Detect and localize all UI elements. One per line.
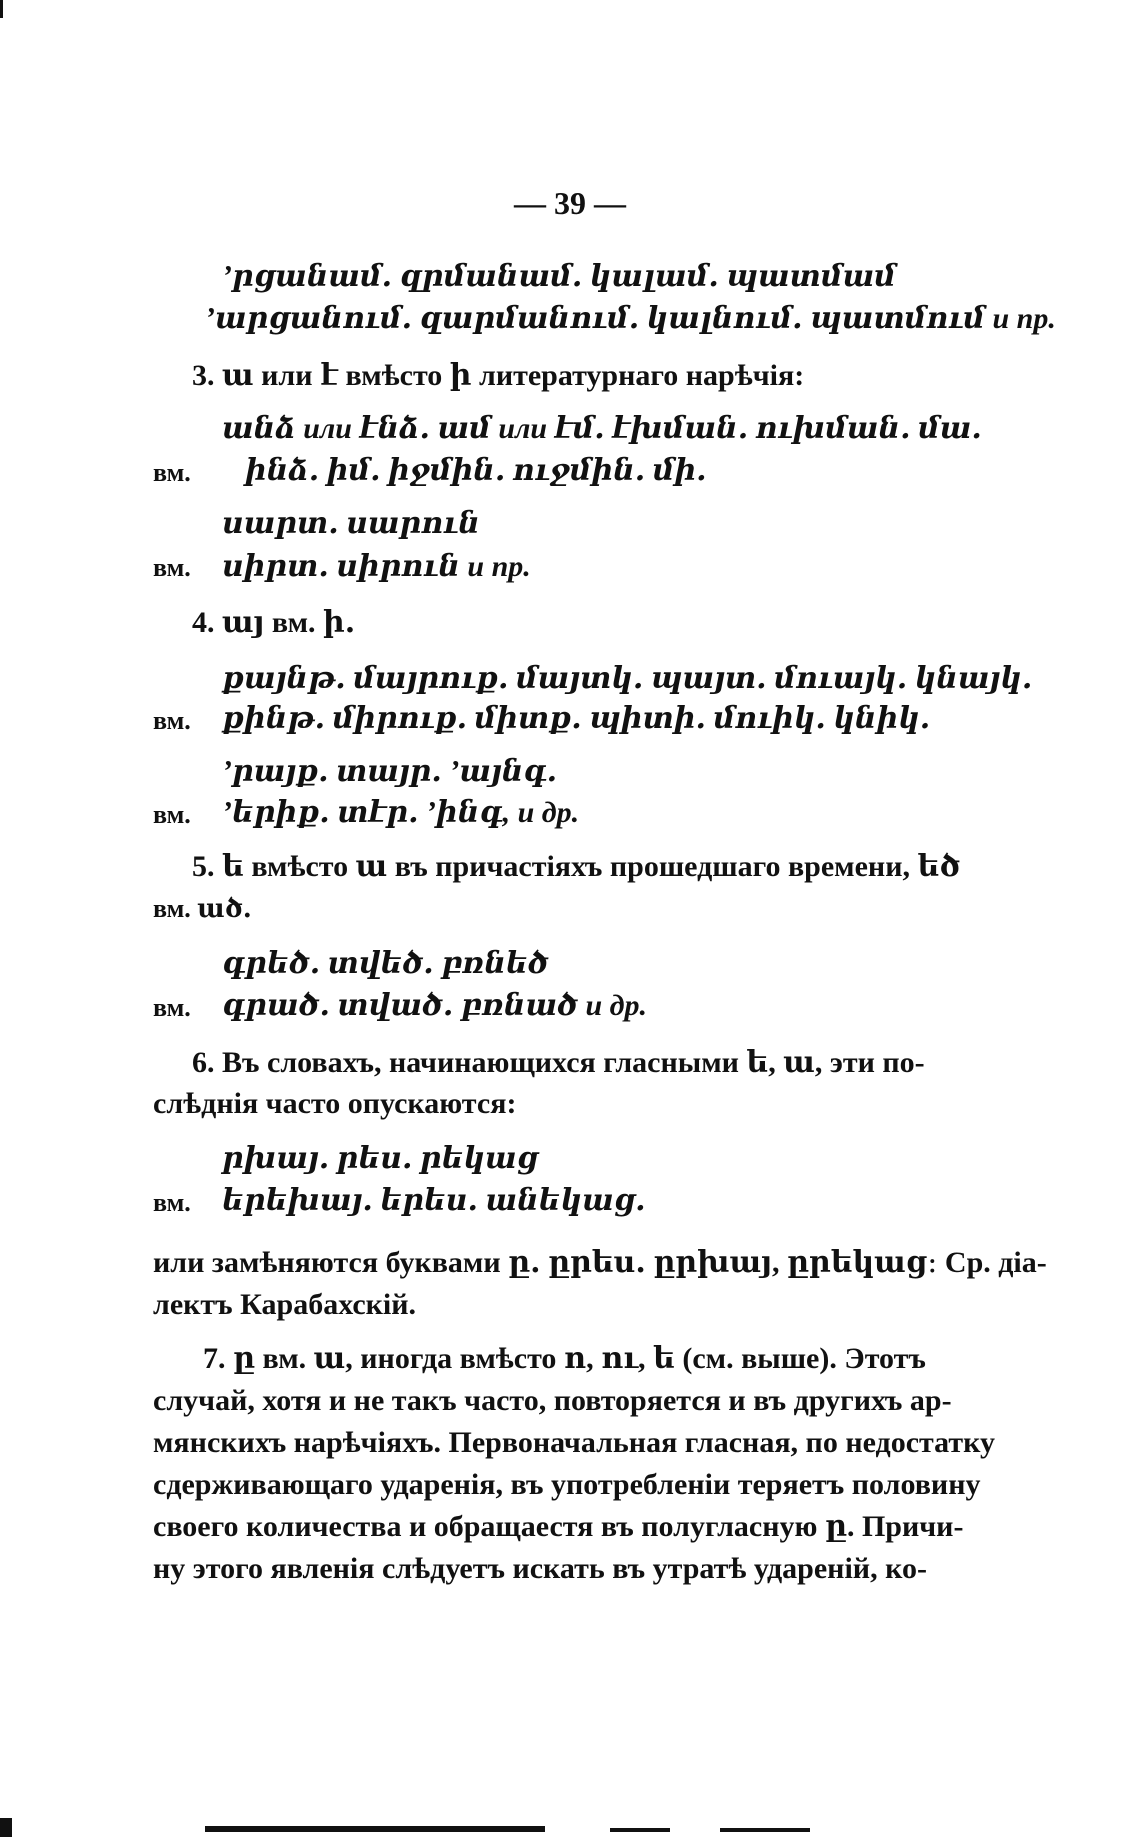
scan-mark [0, 0, 3, 18]
margin-label-vm: вм. [153, 706, 191, 735]
text-line: или замѣняются буквами ը․ ըրես․ ըրխայ, ըրեկաց։ Ср. діа- [153, 1246, 1047, 1279]
text-line: вм. ած․ [153, 894, 252, 923]
text-line: սիրտ․ սիրուն и пр. [222, 550, 531, 583]
scan-mark [720, 1828, 810, 1832]
scan-mark [610, 1828, 670, 1832]
margin-label-vm: вм. [153, 1188, 191, 1217]
margin-label-vm: вм. [153, 553, 191, 582]
scan-mark [0, 1818, 12, 1837]
text-line: գրած․ տված․ բռնած и др. [222, 989, 648, 1022]
text-line: 5. ե вмѣсто ա въ причастіяхъ прошедшаго времени, եծ [192, 850, 961, 883]
text-line: ինձ․ իմ․ իջմին․ ուջմին․ մի․ [245, 454, 707, 487]
margin-label-vm: вм. [153, 800, 191, 829]
margin-label-vm: вм. [153, 993, 191, 1022]
text-line: երեխայ․ երես․ անեկաց․ [222, 1184, 646, 1217]
text-line: սարտ․ սարուն [222, 507, 480, 540]
text-line: 4. այ вм. ի․ [192, 606, 356, 639]
text-line: ʼարցանում․ զարմանում․ կալնում․ պատմում и пр. [205, 302, 1056, 335]
page-number: — 39 — [514, 185, 626, 221]
text-line: ʼերիք․ տէր․ ʼինգ, и др. [222, 796, 580, 829]
text-line: անձ или էնձ․ ամ или էմ․ էխման․ ուխման․ մա․ [222, 412, 982, 445]
text-line: 7. ը вм. ա, иногда вмѣсто ո, ու, ե (см. выше). Этотъ [203, 1342, 926, 1375]
text-line: сдерживающаго ударенія, въ употребленіи теряетъ половину [153, 1468, 981, 1501]
text-line: своего количества и обращаестя въ полугласную ը. Причи- [153, 1510, 964, 1543]
margin-label-vm: вм. [153, 458, 191, 487]
text-line: случай, хотя и не такъ часто, повторяется и въ другихъ ар- [153, 1384, 952, 1417]
text-line: слѣднія часто опускаются: [153, 1087, 517, 1120]
scan-mark [205, 1826, 545, 1832]
text-line: лектъ Карабахскій. [153, 1288, 417, 1321]
text-line: ʼրցանամ․ զրմանամ․ կալամ․ պատմամ [222, 260, 896, 293]
text-line: мянскихъ нарѣчіяхъ. Первоначальная гласная, по недостатку [153, 1426, 995, 1459]
text-line: րխայ․ րես․ րեկաց [222, 1142, 539, 1175]
text-line: գրեծ․ տվեծ․ բռնեծ [222, 947, 549, 980]
text-line: քինթ․ միրուք․ միտք․ պիտի․ մուիկ․ կնիկ․ [222, 702, 931, 735]
text-line: 3. ա или է вмѣсто ի литературнаго нарѣчія: [192, 359, 805, 392]
text-line: ну этого явленія слѣдуетъ искать въ утратѣ ударенiй, ко- [153, 1552, 927, 1585]
text-line: քայնթ․ մայրուք․ մայտկ․ պայտ․ մուայկ․ կնայկ․ [222, 662, 1033, 695]
text-line: ʼրայք․ տայր․ ʼայնգ․ [222, 755, 558, 788]
text-line: 6. Въ словахъ, начинающихся гласными ե, ա, эти по- [192, 1046, 925, 1079]
